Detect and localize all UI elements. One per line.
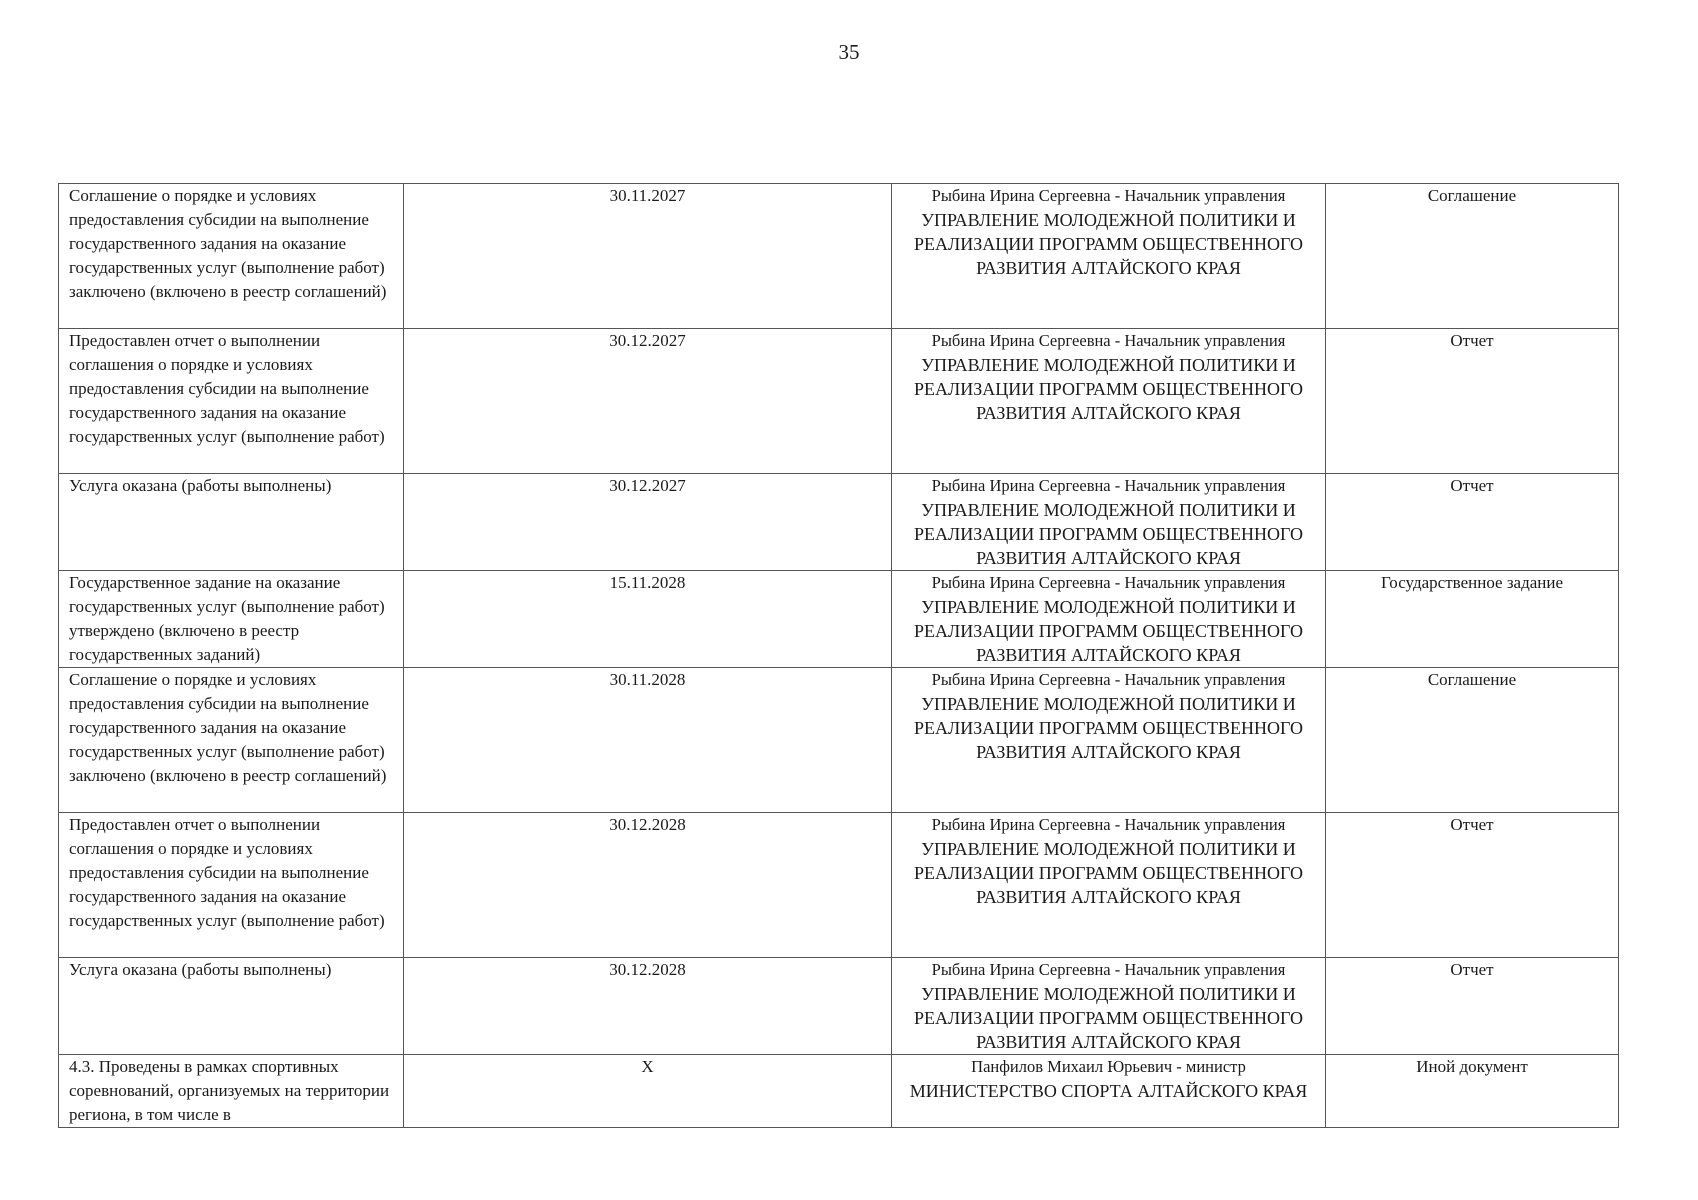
responsible-org: УПРАВЛЕНИЕ МОЛОДЕЖНОЙ ПОЛИТИКИ И РЕАЛИЗАЦИИ ПРОГРАММ ОБЩЕСТВЕННОГО РАЗВИТИЯ АЛТАЙСКОГО КРАЯ [913,355,1304,423]
responsible-cell [892,329,1326,474]
event-cell: 4.3. Проведены в рамках спортивных соревнований, организуемых на территории региона, в том числе в [59,1055,404,1128]
responsible-org: УПРАВЛЕНИЕ МОЛОДЕЖНОЙ ПОЛИТИКИ И РЕАЛИЗАЦИИ ПРОГРАММ ОБЩЕСТВЕННОГО РАЗВИТИЯ АЛТАЙСКОГО КРАЯ [913,694,1304,762]
event-cell: Услуга оказана (работы выполнены) [59,958,404,1055]
document-cell: Отчет [1326,958,1619,1055]
responsible-cell [892,813,1326,958]
document-cell: Соглашение [1326,668,1619,813]
responsible-cell [892,958,1326,1055]
date-cell: 30.12.2028 [404,958,892,1055]
responsible-cell [892,571,1326,668]
responsible-org: УПРАВЛЕНИЕ МОЛОДЕЖНОЙ ПОЛИТИКИ И РЕАЛИЗАЦИИ ПРОГРАММ ОБЩЕСТВЕННОГО РАЗВИТИЯ АЛТАЙСКОГО КРАЯ [913,500,1304,568]
responsible-name: Рыбина Ирина Сергеевна - Начальник управления [931,573,1286,592]
table-row [59,1055,1619,1128]
table-row [59,668,1619,813]
document-cell: Отчет [1326,474,1619,571]
event-cell: Соглашение о порядке и условиях предоставления субсидии на выполнение государственного задания на оказание государственных услуг (выполнение работ) заключено (включено в реестр соглашений) [59,668,404,813]
table-row [59,958,1619,1055]
responsible-org: УПРАВЛЕНИЕ МОЛОДЕЖНОЙ ПОЛИТИКИ И РЕАЛИЗАЦИИ ПРОГРАММ ОБЩЕСТВЕННОГО РАЗВИТИЯ АЛТАЙСКОГО КРАЯ [913,984,1304,1052]
date-cell: 30.11.2027 [404,184,892,329]
page-number: 35 [838,40,860,64]
responsible-name: Рыбина Ирина Сергеевна - Начальник управления [931,670,1286,689]
date-cell: X [404,1055,892,1128]
responsible-cell [892,668,1326,813]
event-cell: Предоставлен отчет о выполнении соглашения о порядке и условиях предоставления субсидии на выполнение государственного задания на оказание государственных услуг (выполнение работ) [59,329,404,474]
date-cell: 30.12.2027 [404,329,892,474]
table-row [59,329,1619,474]
responsible-name: Рыбина Ирина Сергеевна - Начальник управления [931,331,1286,350]
event-cell: Государственное задание на оказание государственных услуг (выполнение работ) утверждено (включено в реестр государственных заданий) [59,571,404,668]
responsible-org: УПРАВЛЕНИЕ МОЛОДЕЖНОЙ ПОЛИТИКИ И РЕАЛИЗАЦИИ ПРОГРАММ ОБЩЕСТВЕННОГО РАЗВИТИЯ АЛТАЙСКОГО КРАЯ [913,597,1304,665]
responsible-name: Панфилов Михаил Юрьевич - министр [971,1057,1246,1076]
responsible-name: Рыбина Ирина Сергеевна - Начальник управления [931,815,1286,834]
document-cell: Государственное задание [1326,571,1619,668]
table-row [59,813,1619,958]
document-cell: Соглашение [1326,184,1619,329]
event-cell: Соглашение о порядке и условиях предоставления субсидии на выполнение государственного задания на оказание государственных услуг (выполнение работ) заключено (включено в реестр соглашений) [59,184,404,329]
document-cell: Отчет [1326,813,1619,958]
document-cell: Иной документ [1326,1055,1619,1128]
date-cell: 30.11.2028 [404,668,892,813]
responsible-name: Рыбина Ирина Сергеевна - Начальник управления [931,476,1286,495]
responsible-org: УПРАВЛЕНИЕ МОЛОДЕЖНОЙ ПОЛИТИКИ И РЕАЛИЗАЦИИ ПРОГРАММ ОБЩЕСТВЕННОГО РАЗВИТИЯ АЛТАЙСКОГО КРАЯ [913,839,1304,907]
event-cell: Предоставлен отчет о выполнении соглашения о порядке и условиях предоставления субсидии на выполнение государственного задания на оказание государственных услуг (выполнение работ) [59,813,404,958]
responsible-cell [892,474,1326,571]
table-row [59,474,1619,571]
date-cell: 30.12.2028 [404,813,892,958]
date-cell: 15.11.2028 [404,571,892,668]
control-points-table [58,183,1619,1128]
event-cell: Услуга оказана (работы выполнены) [59,474,404,571]
table-row [59,571,1619,668]
responsible-org: МИНИСТЕРСТВО СПОРТА АЛТАЙСКОГО КРАЯ [909,1081,1308,1101]
date-cell: 30.12.2027 [404,474,892,571]
responsible-name: Рыбина Ирина Сергеевна - Начальник управления [931,186,1286,205]
document-cell: Отчет [1326,329,1619,474]
responsible-name: Рыбина Ирина Сергеевна - Начальник управления [931,960,1286,979]
responsible-org: УПРАВЛЕНИЕ МОЛОДЕЖНОЙ ПОЛИТИКИ И РЕАЛИЗАЦИИ ПРОГРАММ ОБЩЕСТВЕННОГО РАЗВИТИЯ АЛТАЙСКОГО КРАЯ [913,210,1304,278]
responsible-cell [892,1055,1326,1128]
responsible-cell [892,184,1326,329]
table-row [59,184,1619,329]
